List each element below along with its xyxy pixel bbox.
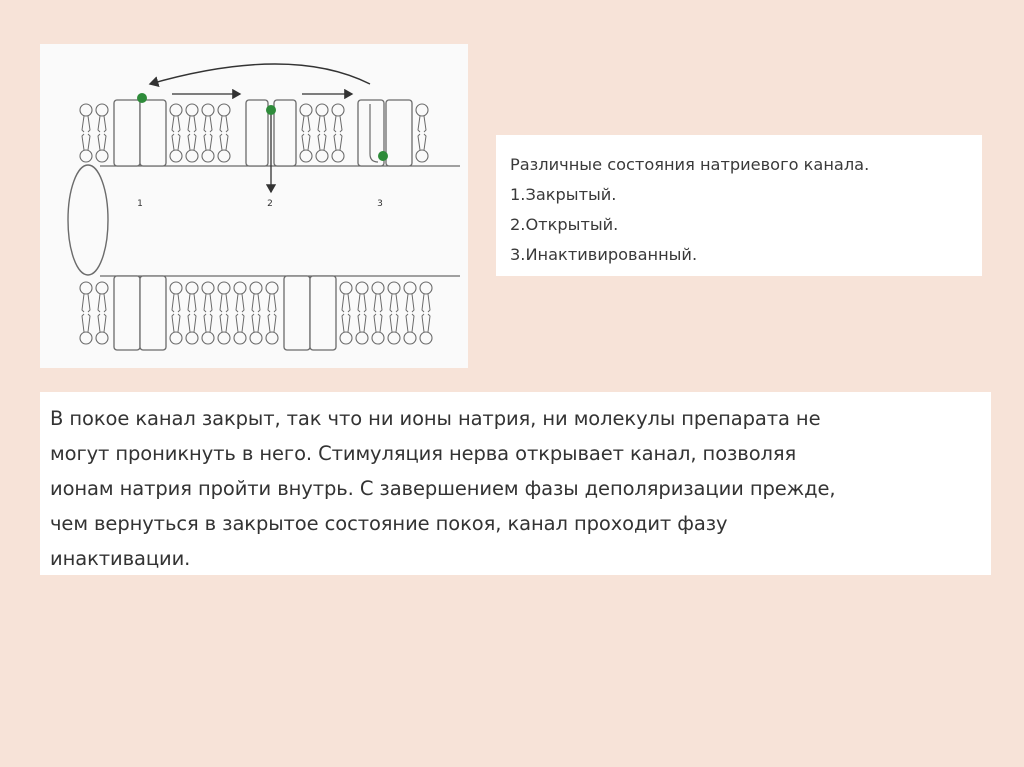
lipid-tail — [98, 314, 100, 332]
lipid-tail — [204, 134, 206, 150]
lipid-head — [202, 104, 214, 116]
lipid-tail — [406, 294, 408, 312]
lipid-head — [218, 104, 230, 116]
lipid-head — [170, 150, 182, 162]
lipid-head — [186, 332, 198, 344]
lipid-head — [96, 150, 108, 162]
lipid-tail — [390, 294, 392, 312]
lipid-tail — [104, 116, 106, 132]
lipid-head — [218, 150, 230, 162]
ion-closed — [137, 93, 147, 103]
lipid-head — [96, 332, 108, 344]
lipid-tail — [226, 134, 228, 150]
lipid-tail — [268, 314, 270, 332]
lipid-tail — [98, 294, 100, 312]
lipid-tail — [88, 116, 90, 132]
description-line: могут проникнуть в него. Стимуляция нерва открывает канал, позволяя — [50, 442, 797, 465]
lipid-head — [420, 282, 432, 294]
lipid-head — [372, 332, 384, 344]
legend-title: Различные состояния натриевого канала. — [510, 155, 870, 174]
ion-inactivated — [378, 151, 388, 161]
lipid-tail — [396, 294, 398, 312]
lipid-tail — [172, 294, 174, 312]
lipid-tail — [424, 134, 426, 150]
lipid-head — [316, 104, 328, 116]
lipid-tail — [258, 294, 260, 312]
lipid-tail — [268, 294, 270, 312]
lipid-tail — [220, 116, 222, 132]
lipid-tail — [412, 314, 414, 332]
lipid-tail — [318, 116, 320, 132]
lipid-tail — [242, 314, 244, 332]
state-label-2: 2 — [267, 199, 273, 209]
lipid-tail — [318, 134, 320, 150]
lipid-head — [340, 332, 352, 344]
lipid-head — [388, 282, 400, 294]
lipid-tail — [98, 134, 100, 150]
legend-item-inactivated: 3.Инактивированный. — [510, 245, 698, 264]
lipid-tail — [242, 294, 244, 312]
lipid-head — [170, 282, 182, 294]
lipid-tail — [210, 116, 212, 132]
lipid-tail — [88, 294, 90, 312]
lipid-head — [404, 282, 416, 294]
lipid-tail — [252, 294, 254, 312]
lipid-tail — [226, 294, 228, 312]
lipid-tail — [188, 116, 190, 132]
lipid-head — [266, 332, 278, 344]
lipid-tail — [82, 314, 84, 332]
lipid-head — [202, 282, 214, 294]
lipid-head — [250, 282, 262, 294]
lipid-tail — [204, 294, 206, 312]
lipid-head — [170, 332, 182, 344]
lipid-tail — [178, 134, 180, 150]
lipid-tail — [194, 294, 196, 312]
lipid-head — [416, 150, 428, 162]
lipid-head — [234, 282, 246, 294]
lipid-tail — [204, 116, 206, 132]
lipid-tail — [98, 116, 100, 132]
lipid-tail — [418, 116, 420, 132]
lipid-head — [372, 282, 384, 294]
legend-item-open: 2.Открытый. — [510, 215, 619, 234]
axon-ellipse — [68, 165, 108, 275]
lipid-tail — [236, 294, 238, 312]
lipid-tail — [210, 134, 212, 150]
lipid-head — [316, 150, 328, 162]
lipid-head — [404, 332, 416, 344]
lipid-tail — [220, 134, 222, 150]
lipid-tail — [380, 294, 382, 312]
lipid-tail — [364, 294, 366, 312]
lipid-head — [356, 282, 368, 294]
lipid-head — [250, 332, 262, 344]
lipid-tail — [188, 314, 190, 332]
lipid-tail — [324, 134, 326, 150]
lipid-head — [80, 332, 92, 344]
lipid-tail — [380, 314, 382, 332]
lipid-head — [202, 332, 214, 344]
lipid-tail — [236, 314, 238, 332]
lipid-tail — [252, 314, 254, 332]
lipid-tail — [172, 116, 174, 132]
lipid-head — [332, 150, 344, 162]
lipid-head — [356, 332, 368, 344]
lipid-tail — [82, 134, 84, 150]
lipid-tail — [308, 116, 310, 132]
state-label-1: 1 — [137, 199, 143, 209]
lipid-tail — [104, 134, 106, 150]
lipid-head — [300, 104, 312, 116]
lipid-tail — [324, 116, 326, 132]
lipid-tail — [302, 116, 304, 132]
lipid-head — [80, 104, 92, 116]
lipid-tail — [396, 314, 398, 332]
lipid-tail — [342, 314, 344, 332]
lipid-tail — [422, 314, 424, 332]
lipid-head — [340, 282, 352, 294]
ion-open — [266, 105, 276, 115]
channel-closed — [114, 100, 166, 166]
lipid-tail — [374, 294, 376, 312]
channel-bottom-left — [114, 276, 166, 350]
description-box — [40, 392, 991, 575]
lipid-tail — [104, 294, 106, 312]
lipid-tail — [412, 294, 414, 312]
lipid-tail — [178, 294, 180, 312]
lipid-tail — [104, 314, 106, 332]
lipid-tail — [258, 314, 260, 332]
lipid-head — [186, 282, 198, 294]
lipid-tail — [364, 314, 366, 332]
lipid-tail — [358, 314, 360, 332]
lipid-head — [96, 104, 108, 116]
lipid-tail — [424, 116, 426, 132]
lipid-tail — [220, 314, 222, 332]
lipid-head — [218, 282, 230, 294]
lipid-tail — [428, 314, 430, 332]
return-arrow — [150, 64, 370, 84]
lipid-tail — [390, 314, 392, 332]
lipid-tail — [334, 116, 336, 132]
lipid-tail — [422, 294, 424, 312]
state-label-3: 3 — [377, 199, 383, 209]
description-line: В покое канал закрыт, так что ни ионы натрия, ни молекулы препарата не — [50, 407, 821, 430]
lipid-tail — [178, 314, 180, 332]
lipid-tail — [342, 294, 344, 312]
lipid-head — [300, 150, 312, 162]
lipid-head — [202, 150, 214, 162]
lipid-tail — [340, 116, 342, 132]
lipid-tail — [418, 134, 420, 150]
lipid-head — [420, 332, 432, 344]
lipid-tail — [220, 294, 222, 312]
lipid-head — [388, 332, 400, 344]
lipid-head — [96, 282, 108, 294]
lipid-tail — [348, 314, 350, 332]
lipid-head — [234, 332, 246, 344]
description-line: ионам натрия пройти внутрь. С завершением фазы деполяризации прежде, — [50, 477, 836, 500]
channel-bottom-right — [284, 276, 336, 350]
legend-box — [496, 135, 982, 276]
lipid-tail — [340, 134, 342, 150]
lipid-tail — [210, 314, 212, 332]
sodium-channel-diagram — [40, 44, 468, 368]
description-line: инактивации. — [50, 547, 191, 570]
lipid-tail — [204, 314, 206, 332]
lipid-tail — [188, 294, 190, 312]
membrane-diagram — [40, 44, 468, 368]
lipid-tail — [194, 116, 196, 132]
lipid-head — [186, 104, 198, 116]
description-line: чем вернуться в закрытое состояние покоя, канал проходит фазу — [50, 512, 728, 535]
lipid-tail — [374, 314, 376, 332]
lipid-tail — [82, 116, 84, 132]
lipid-head — [266, 282, 278, 294]
lipid-tail — [226, 116, 228, 132]
lipid-head — [218, 332, 230, 344]
lipid-head — [416, 104, 428, 116]
lipid-tail — [358, 294, 360, 312]
lipid-tail — [82, 294, 84, 312]
lipid-tail — [88, 134, 90, 150]
lipid-tail — [334, 134, 336, 150]
lipid-tail — [308, 134, 310, 150]
lipid-head — [80, 150, 92, 162]
lipid-tail — [188, 134, 190, 150]
lipid-tail — [428, 294, 430, 312]
lipid-head — [80, 282, 92, 294]
lipid-tail — [302, 134, 304, 150]
lipid-tail — [274, 314, 276, 332]
lipid-head — [170, 104, 182, 116]
lipid-tail — [210, 294, 212, 312]
lipid-tail — [194, 134, 196, 150]
lipid-tail — [274, 294, 276, 312]
legend-item-closed: 1.Закрытый. — [510, 185, 617, 204]
lipid-tail — [406, 314, 408, 332]
lipid-tail — [172, 314, 174, 332]
lipid-tail — [226, 314, 228, 332]
lipid-head — [332, 104, 344, 116]
lipid-tail — [178, 116, 180, 132]
lipid-tail — [88, 314, 90, 332]
lipid-tail — [172, 134, 174, 150]
lipid-tail — [194, 314, 196, 332]
lipid-tail — [348, 294, 350, 312]
lipid-head — [186, 150, 198, 162]
